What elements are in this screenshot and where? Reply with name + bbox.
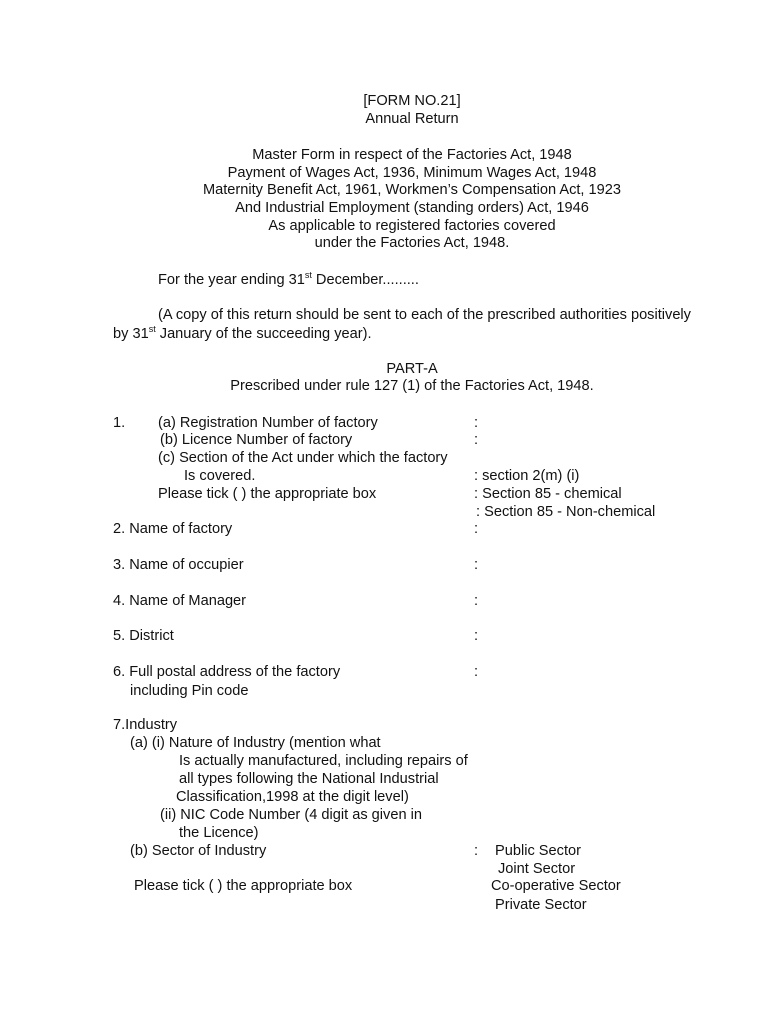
nic-code-label: (ii) NIC Code Number (4 digit as given in [160, 807, 422, 823]
form-title: Annual Return [365, 111, 459, 127]
registration-number-colon: : [474, 415, 479, 431]
subtitle-line: Master Form in respect of the Factories Act, 1948 [252, 147, 572, 163]
nature-of-industry-label-cont: Classification,1998 at the digit level) [176, 789, 409, 805]
sector-tick-instruction: Please tick ( ) the appropriate box [134, 878, 353, 894]
copy-note-sup: st [148, 324, 156, 334]
name-of-occupier-label: 3. Name of occupier [113, 557, 244, 573]
sector-option: Public Sector [495, 843, 581, 859]
district-colon: : [474, 628, 479, 644]
copy-note-line-2 [113, 326, 372, 342]
year-ending-line [158, 272, 419, 288]
section-covered-label-cont: Is covered. [184, 468, 256, 484]
industry-heading: 7.Industry [113, 717, 178, 733]
postal-address-colon: : [474, 664, 479, 680]
nature-of-industry-label: (a) (i) Nature of Industry (mention what [130, 735, 381, 751]
section-option: : Section 85 - Non-chemical [476, 504, 656, 520]
subtitle-line: Payment of Wages Act, 1936, Minimum Wages Act, 1948 [227, 165, 597, 181]
item-1-number: 1. [113, 415, 126, 431]
postal-address-label-cont: including Pin code [130, 683, 249, 699]
part-description: Prescribed under rule 127 (1) of the Factories Act, 1948. [230, 378, 594, 394]
tick-instruction: Please tick ( ) the appropriate box [158, 486, 377, 502]
form-number: [FORM NO.21] [363, 93, 461, 109]
subtitle-line: Maternity Benefit Act, 1961, Workmen’s Compensation Act, 1923 [202, 182, 622, 198]
name-of-factory-colon: : [474, 521, 479, 537]
subtitle-line: And Industrial Employment (standing orders) Act, 1946 [235, 200, 589, 216]
copy-note-prefix: by 31 [113, 326, 149, 342]
name-of-occupier-colon: : [474, 557, 479, 573]
section-option: : Section 85 - chemical [474, 486, 622, 502]
district-label: 5. District [113, 628, 174, 644]
licence-number-colon: : [474, 432, 479, 448]
year-ending-prefix: For the year ending 31 [158, 272, 305, 288]
sector-colon: : [474, 843, 479, 859]
postal-address-label: 6. Full postal address of the factory [113, 664, 341, 680]
sector-option: Private Sector [495, 897, 587, 913]
sector-option: Joint Sector [498, 861, 576, 877]
name-of-manager-colon: : [474, 593, 479, 609]
part-label: PART-A [386, 361, 438, 377]
year-ending-sup: st [304, 270, 312, 280]
section-covered-label: (c) Section of the Act under which the factory [158, 450, 448, 466]
copy-note-suffix: January of the succeeding year). [155, 326, 372, 342]
name-of-factory-label: 2. Name of factory [113, 521, 233, 537]
nature-of-industry-label-cont: Is actually manufactured, including repairs of [179, 753, 468, 769]
nic-code-label-cont: the Licence) [179, 825, 259, 841]
subtitle-line: As applicable to registered factories covered [268, 218, 556, 234]
name-of-manager-label: 4. Name of Manager [113, 593, 247, 609]
section-option: : section 2(m) (i) [474, 468, 580, 484]
licence-number-label: (b) Licence Number of factory [160, 432, 353, 448]
sector-option: Co-operative Sector [491, 878, 621, 894]
copy-note-line-1: (A copy of this return should be sent to each of the prescribed authorities positively [158, 307, 691, 323]
subtitle-line: under the Factories Act, 1948. [314, 235, 510, 251]
sector-of-industry-label: (b) Sector of Industry [130, 843, 267, 859]
year-ending-suffix: December......... [311, 272, 419, 288]
nature-of-industry-label-cont: all types following the National Industrial [179, 771, 439, 787]
registration-number-label: (a) Registration Number of factory [158, 415, 378, 431]
